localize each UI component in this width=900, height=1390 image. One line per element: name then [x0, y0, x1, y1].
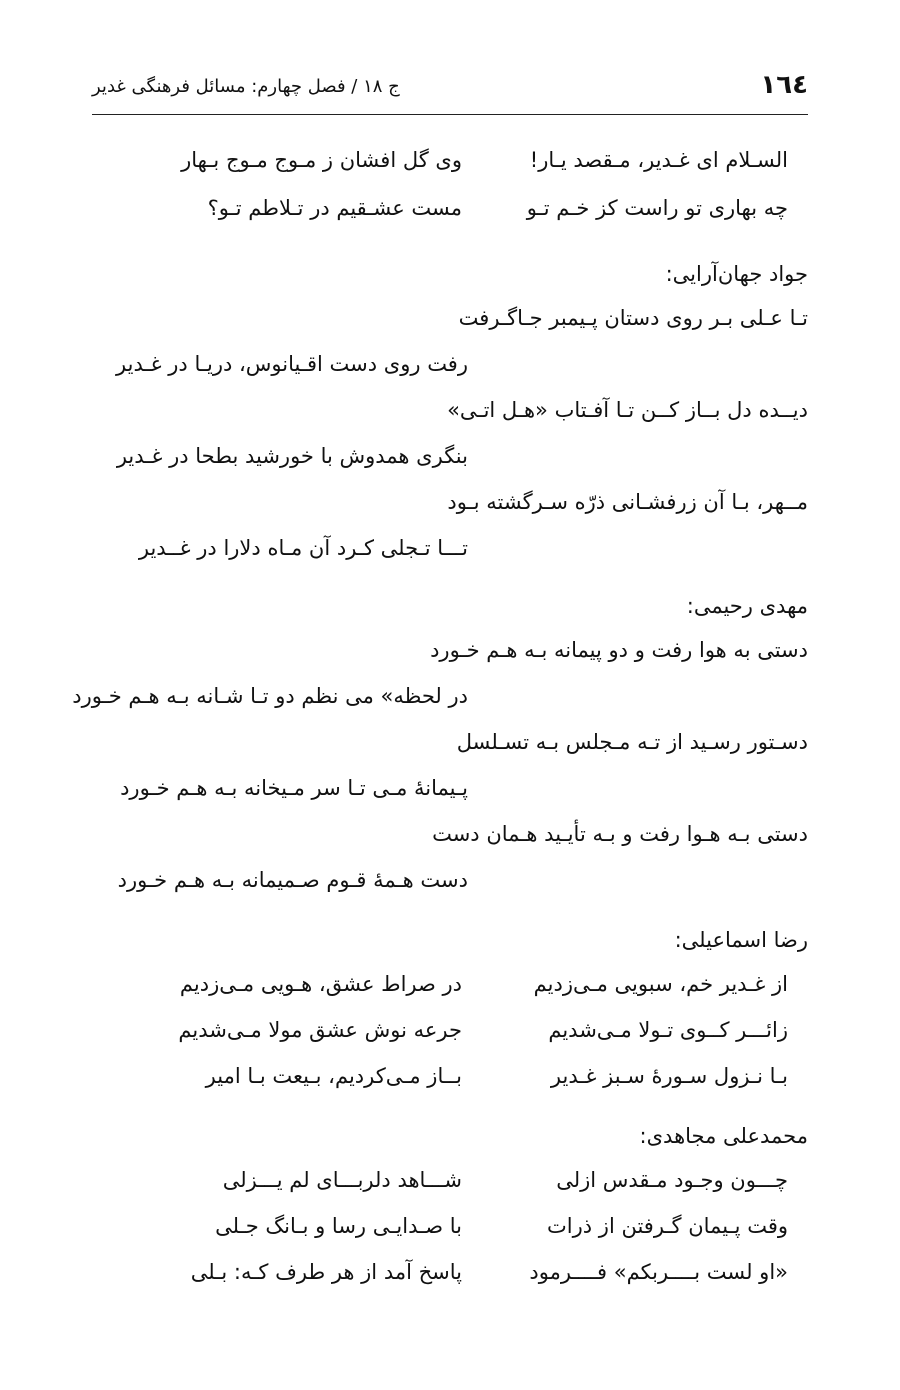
hemistich-left: با صـدایـی رسا و بـانگ جـلی [215, 1214, 462, 1238]
hemistich-left: مست عشـقیم در تـلاطم تـو؟ [207, 196, 462, 220]
verse-line: دستی بـه هـوا رفت و بـه تأیـید هـمان دست [432, 822, 808, 846]
page-number: ١٦٤ [760, 70, 808, 100]
hemistich-right: السـلام ای غـدیر، مـقصد یـار! [529, 148, 788, 172]
hemistich-left: بــاز مـی‌کردیم، بـیعت بـا امیر [205, 1064, 462, 1088]
verse-line: رفت روی دست اقـیانوس، دریـا در غـدیر [116, 352, 468, 376]
verse-line: پـیمانهٔ مـی تـا سر مـیخانه بـه هـم خـورد [120, 776, 468, 800]
couplet [92, 962, 808, 1006]
hemistich-left: در صراط عشق، هـویی مـی‌زدیم [179, 972, 462, 996]
couplet [92, 1204, 808, 1248]
hemistich-left: جرعه نوش عشق مولا مـی‌شدیم [178, 1018, 462, 1042]
verse-line: دست هـمهٔ قـوم صـمیمانه بـه هـم خـورد [117, 868, 468, 892]
verse-line: دستی به هوا رفت و دو پیمانه بـه هـم خـورد [430, 638, 808, 662]
hemistich-right: «او لست بــــربکم» فــــرمود [529, 1260, 788, 1284]
hemistich-right: وقت پـیمان گـرفتن از ذرات [547, 1214, 788, 1238]
poet-name: محمدعلی مجاهدی: [639, 1124, 808, 1148]
verse-line: تـــا تـجلی کـرد آن مـاه دلارا در غــدیر [138, 536, 468, 560]
verse-line: تـا عـلی بـر روی دستان پـیمبر جـاگـرفت [458, 306, 808, 330]
couplet [92, 186, 808, 230]
verse-line: دیــده دل بــاز کــن تـا آفـتاب «هـل اتـی» [447, 398, 808, 422]
verse-line: بنگری همدوش با خورشید بطحا در غـدیر [116, 444, 468, 468]
couplet [92, 1250, 808, 1294]
hemistich-right: زائـــر کــوی تـولا مـی‌شدیم [548, 1018, 788, 1042]
poet-name: مهدی رحیمی: [686, 594, 808, 618]
hemistich-left: پاسخ آمد از هر طرف کـه: بـلی [190, 1260, 462, 1284]
couplet [92, 1158, 808, 1202]
couplet [92, 138, 808, 182]
poet-name: رضا اسماعیلی: [674, 928, 808, 952]
hemistich-right: چه بهاری تو راست کز خـم تـو [526, 196, 788, 220]
verse-line: دسـتور رسـید از تـه مـجلس بـه تسـلسل [456, 730, 808, 754]
hemistich-left: وی گل افشان ز مـوج مـوج بـهار [181, 148, 462, 172]
hemistich-right: چـــون وجـود مـقدس ازلی [556, 1168, 788, 1192]
verse-line: مــهر، بـا آن زرفشـانی ذرّه سـرگشته بـود [447, 490, 808, 514]
hemistich-right: از غـدیر خم، سبویی مـی‌زدیم [533, 972, 788, 996]
page-header [92, 62, 808, 115]
verse-line: در لحظه» می نظم دو تـا شـانه بـه هـم خـورد [72, 684, 468, 708]
couplet [92, 1054, 808, 1098]
poet-name: جواد جهان‌آرایی: [665, 262, 808, 286]
hemistich-left: شـــاهد دلربـــای لم یـــزلی [222, 1168, 462, 1192]
hemistich-right: بـا نـزول سـورهٔ سـبز غـدیر [550, 1064, 788, 1088]
running-head: ج ١٨ / فصل چهارم: مسائل فرهنگی غدیر [92, 76, 400, 97]
couplet [92, 1008, 808, 1052]
